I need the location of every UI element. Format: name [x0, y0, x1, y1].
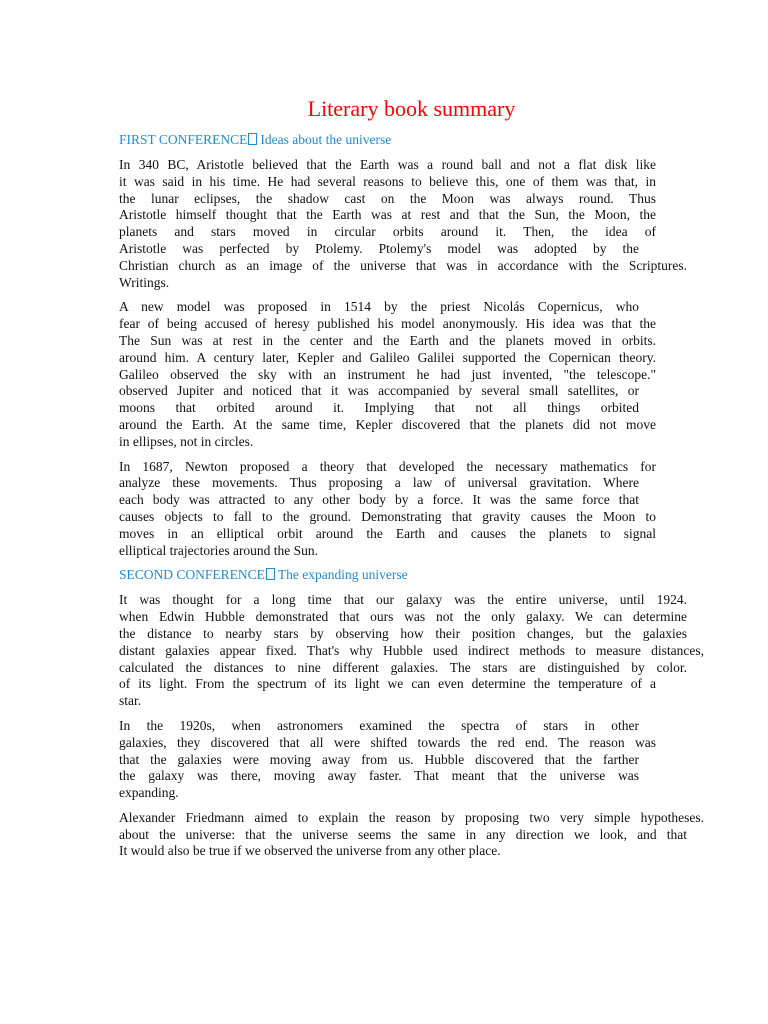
text-line: galaxies, they discovered that all were shifted towards the red end. The reason was [119, 734, 656, 750]
text-line: analyze these movements. Thus proposing a law of universal gravitation. Where [119, 475, 639, 491]
paragraph-aristotle [119, 157, 704, 291]
text-line: Aristotle was perfected by Ptolemy. Ptolemy's model was adopted by the [119, 240, 639, 256]
text-line: the galaxy was there, moving away faster. That meant that the universe was [119, 768, 639, 784]
missing-glyph-icon [248, 133, 257, 145]
text-line: distant galaxies appear fixed. That's why Hubble used indirect methods to measure distances, [119, 642, 704, 658]
text-line: It was thought for a long time that our galaxy was the entire universe, until 1924. [119, 592, 687, 608]
text-line: moves in an elliptical orbit around the Earth and causes the planets to signal [119, 525, 656, 541]
section-heading-title: Ideas about the universe [260, 132, 392, 147]
paragraph-redshift [119, 718, 704, 802]
missing-glyph-icon [266, 568, 275, 580]
document-title: Literary book summary [307, 96, 516, 121]
text-line: calculated the distances to nine different galaxies. The stars are distinguished by color. [119, 659, 687, 675]
text-line: in ellipses, not in circles. [119, 433, 254, 449]
text-line: Alexander Friedmann aimed to explain the reason by proposing two very simple hypotheses. [119, 809, 704, 825]
section-heading-first-conference [119, 132, 704, 148]
text-line: when Edwin Hubble demonstrated that ours was not the only galaxy. We can determine [119, 609, 687, 625]
text-line: that the galaxies were moving away from us. Hubble discovered that the farther [119, 751, 639, 767]
text-line: It would also be true if we observed the universe from any other place. [119, 843, 501, 859]
text-line: about the universe: that the universe seems the same in any direction we look, and that [119, 826, 687, 842]
text-line: of its light. From the spectrum of its light we can even determine the temperature of a [119, 676, 656, 692]
section-heading-prefix: FIRST CONFERENCE [119, 132, 248, 147]
text-line: Writings. [119, 274, 170, 290]
text-line: causes objects to fall to the ground. Demonstrating that gravity causes the Moon to [119, 508, 656, 524]
text-line: moons that orbited around it. Implying that not all things orbited [119, 400, 639, 416]
text-line: In the 1920s, when astronomers examined the spectra of stars in other [119, 717, 639, 733]
section-heading-second-conference [119, 567, 704, 583]
paragraph-hubble-galaxies [119, 592, 704, 710]
text-line: planets and stars moved in circular orbits around it. Then, the idea of [119, 224, 656, 240]
text-line: Christian church as an image of the universe that was in accordance with the Scriptures. [119, 257, 687, 273]
text-line: expanding. [119, 785, 179, 801]
paragraph-friedmann [119, 810, 704, 860]
paragraph-newton [119, 459, 704, 560]
text-line: A new model was proposed in 1514 by the priest Nicolás Copernicus, who [119, 299, 639, 315]
text-line: each body was attracted to any other body by a force. It was the same force that [119, 492, 639, 508]
text-line: In 1687, Newton proposed a theory that developed the necessary mathematics for [119, 458, 656, 474]
text-line: the distance to nearby stars by observing how their position changes, but the galaxies [119, 625, 687, 641]
text-line: star. [119, 693, 142, 709]
text-line: Aristotle himself thought that the Earth was at rest and that the Sun, the Moon, the [119, 207, 656, 223]
text-line: Galileo observed the sky with an instrument he had just invented, "the telescope." [119, 366, 656, 382]
text-line: the lunar eclipses, the shadow cast on the Moon was always round. Thus [119, 190, 656, 206]
paragraph-copernicus [119, 299, 704, 450]
text-line: The Sun was at rest in the center and the Earth and the planets moved in orbits. [119, 332, 656, 348]
text-line: around him. A century later, Kepler and Galileo Galilei supported the Copernican theory. [119, 349, 656, 365]
text-line: fear of being accused of heresy published his model anonymously. His idea was that the [119, 316, 656, 332]
text-line: it was said in his time. He had several reasons to believe this, one of them was that, in [119, 173, 656, 189]
section-heading-prefix: SECOND CONFERENCE [119, 567, 265, 583]
text-line: In 340 BC, Aristotle believed that the Earth was a round ball and not a flat disk like [119, 157, 656, 172]
text-line: around the Earth. At the same time, Kepler discovered that the planets did not move [119, 416, 656, 432]
text-line: observed Jupiter and noticed that it was accompanied by several small satellites, or [119, 383, 639, 399]
text-line: elliptical trajectories around the Sun. [119, 542, 319, 558]
section-heading-title: The expanding universe [277, 567, 408, 583]
document-body [119, 96, 704, 868]
